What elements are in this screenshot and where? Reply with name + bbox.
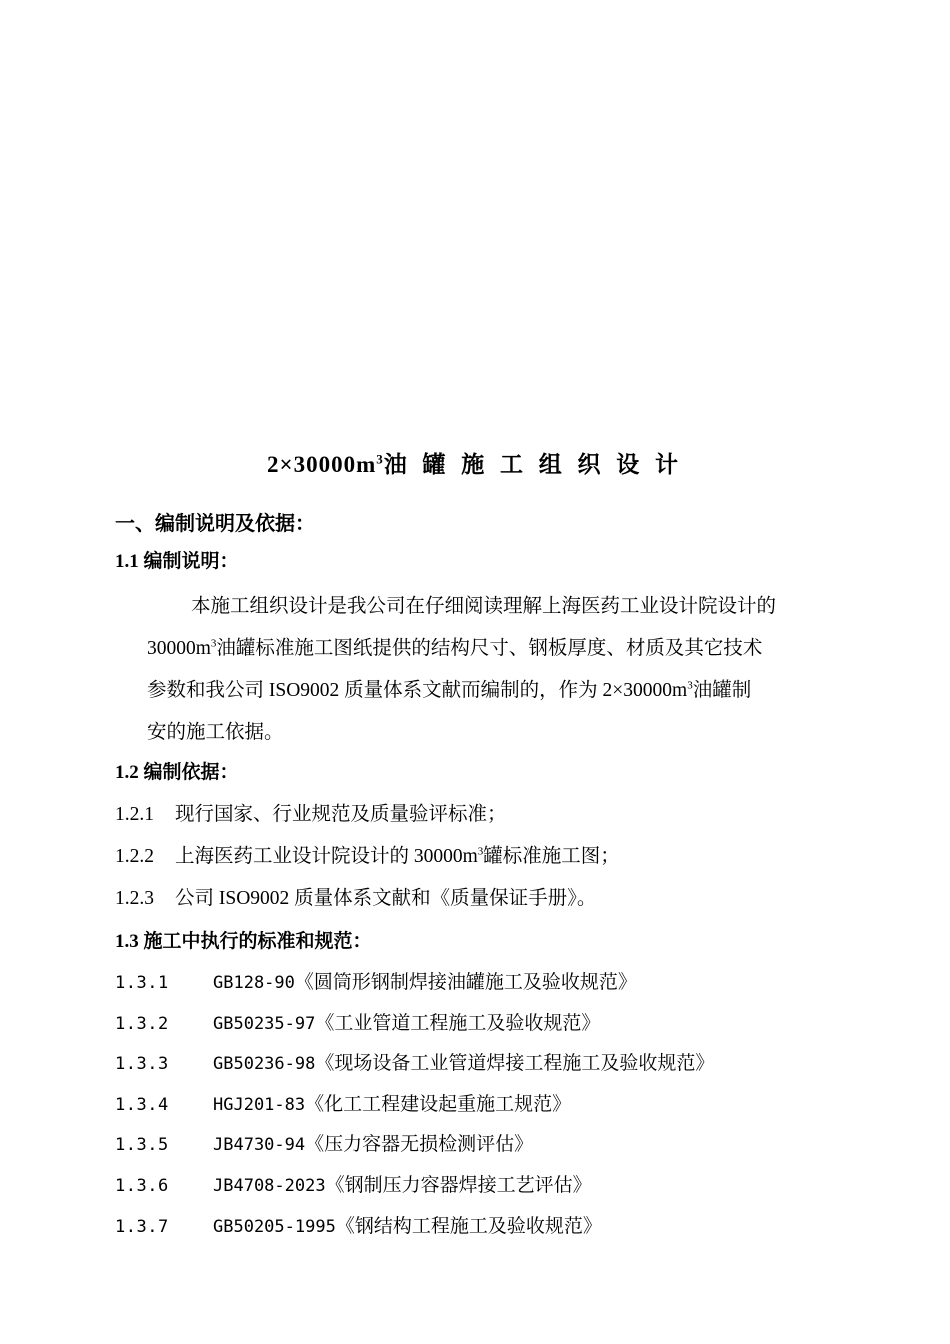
- line-3-part-a: 参数和我公司 ISO9002 质量体系文献而编制的，作为 2×30000m: [147, 680, 688, 701]
- basis-item-superscript: 3: [477, 845, 484, 858]
- standard-name: 《现场设备工业管道焊接工程施工及验收规范》: [315, 1053, 715, 1074]
- paragraph-line-3: [147, 670, 869, 712]
- standard-item: [115, 1211, 602, 1238]
- title-prefix: 2×30000m: [266, 452, 377, 477]
- paragraph-line-4: 安的施工依据。: [147, 722, 284, 743]
- paragraph-line-1: 本施工组织设计是我公司在仔细阅读理解上海医药工业设计院设计的: [191, 596, 777, 617]
- standard-number: 1.3.5: [115, 1135, 169, 1155]
- line-2-superscript: 3: [210, 637, 217, 650]
- line-2-part-b: 油罐标准施工图纸提供的结构尺寸、钢板厚度、材质及其它技术: [216, 638, 763, 659]
- standard-item: [115, 1048, 714, 1075]
- standard-name: 《化工工程建设起重施工规范》: [305, 1094, 572, 1115]
- basis-item-number: 1.2.2: [115, 846, 154, 867]
- title-suffix: 油 罐 施 工 组 织 设 计: [383, 452, 683, 477]
- standard-code: GB50236-98: [213, 1054, 316, 1074]
- standard-name: 《钢结构工程施工及验收规范》: [335, 1216, 602, 1237]
- standard-item: [115, 1129, 533, 1156]
- document-title: [0, 446, 950, 479]
- section-1-1-heading: 1.1 编制说明：: [115, 551, 239, 572]
- standard-number: 1.3.4: [115, 1095, 169, 1115]
- standard-code: JB4730-94: [213, 1135, 306, 1155]
- section-1-3-heading: 1.3 施工中执行的标准和规范：: [115, 931, 372, 952]
- standard-item: [115, 1008, 600, 1035]
- standard-code: GB128-90: [213, 973, 295, 993]
- basis-item-number: 1.2.1: [115, 804, 154, 825]
- section-1-2-heading: 1.2 编制依据：: [115, 762, 239, 783]
- standard-code: JB4708-2023: [213, 1176, 326, 1196]
- standard-name: 《圆筒形钢制焊接油罐施工及验收规范》: [294, 972, 637, 993]
- basis-item-text: 公司 ISO9002 质量体系文献和《质量保证手册》。: [175, 888, 597, 909]
- standard-number: 1.3.2: [115, 1014, 169, 1034]
- basis-item-text: 现行国家、行业规范及质量验评标准；: [175, 804, 507, 825]
- standard-item: [115, 967, 637, 994]
- standard-number: 1.3.7: [115, 1217, 169, 1237]
- basis-item-text-a: 上海医药工业设计院设计的 30000m: [175, 846, 478, 867]
- title-superscript: 3: [376, 451, 384, 467]
- standard-code: GB50235-97: [213, 1014, 316, 1034]
- basis-item: [115, 798, 507, 826]
- standard-name: 《工业管道工程施工及验收规范》: [315, 1013, 601, 1034]
- line-3-part-b: 油罐制: [692, 680, 752, 701]
- standard-item: [115, 1089, 571, 1116]
- basis-item-number: 1.2.3: [115, 888, 154, 909]
- standard-number: 1.3.1: [115, 973, 169, 993]
- basis-item-text-b: 罐标准施工图；: [483, 846, 620, 867]
- section-1-heading: 一、编制说明及依据：: [115, 513, 315, 535]
- standard-number: 1.3.6: [115, 1176, 169, 1196]
- basis-item: [115, 840, 620, 868]
- standard-code: HGJ201-83: [213, 1095, 306, 1115]
- standard-number: 1.3.3: [115, 1054, 169, 1074]
- line-2-part-a: 30000m: [147, 638, 211, 659]
- section-1-1-paragraph: [147, 586, 869, 754]
- paragraph-line-2: [147, 628, 869, 670]
- standard-name: 《压力容器无损检测评估》: [305, 1134, 534, 1155]
- standard-item: [115, 1170, 592, 1197]
- standard-code: GB50205-1995: [213, 1217, 336, 1237]
- line-3-superscript: 3: [687, 679, 693, 692]
- standard-name: 《钢制压力容器焊接工艺评估》: [325, 1175, 592, 1196]
- basis-item: [115, 882, 596, 910]
